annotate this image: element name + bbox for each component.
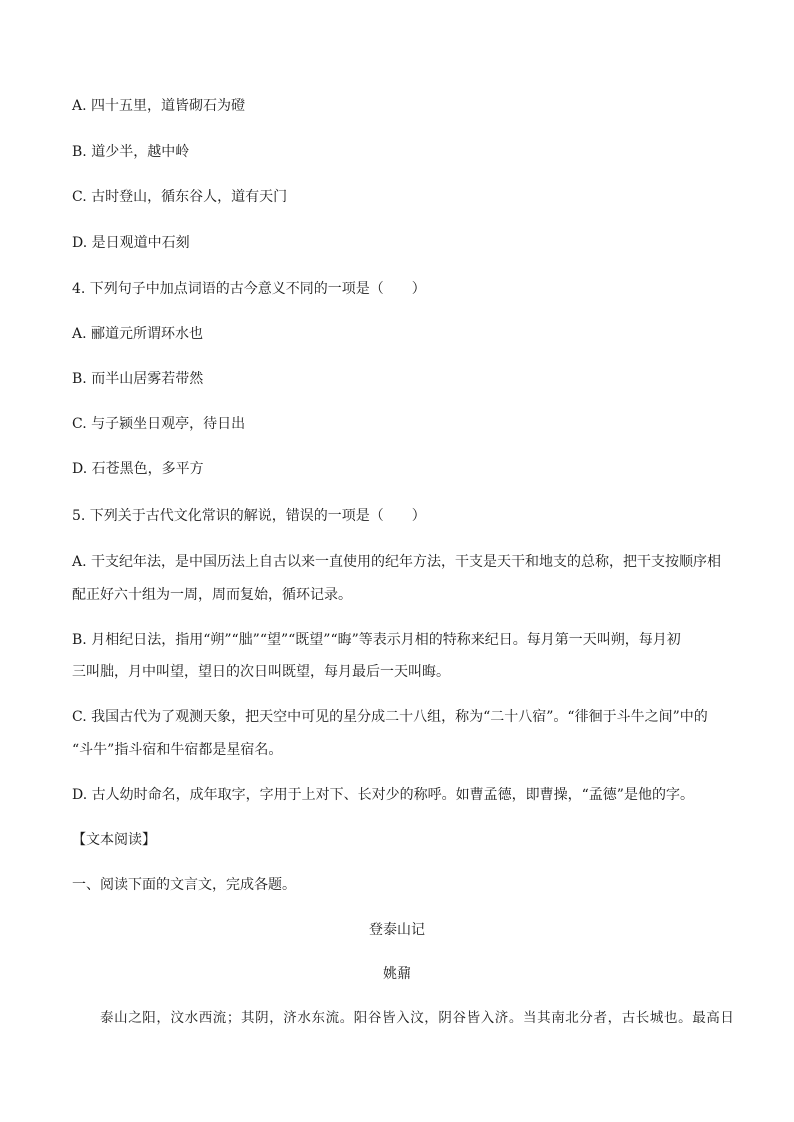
option-3a: A. 四十五里，道皆砌石为磴 — [72, 98, 246, 114]
option-5b-line1: B. 月相纪日法，指用“朔”“朏”“望”“既望”“晦”等表示月相的特称来纪日。每月第一天叫朔，每月初 — [72, 632, 681, 648]
reading-instruction: 一、阅读下面的文言文，完成各题。 — [72, 877, 296, 893]
passage-title: 登泰山记 — [369, 922, 425, 938]
passage-author: 姚鼐 — [383, 966, 411, 982]
option-3b: B. 道少半，越中岭 — [72, 144, 190, 160]
option-3c: C. 古时登山，循东谷人，道有天门 — [72, 189, 288, 205]
passage-first-line: 泰山之阳，汶水西流；其阴，济水东流。阳谷皆入汶，阴谷皆入济。当其南北分者，古长城也。最高日 — [100, 1010, 735, 1026]
option-5d: D. 古人幼时命名，成年取字，字用于上对下、长对少的称呼。如曹孟德，即曹操，“孟德”是他的字。 — [72, 787, 694, 803]
question-4: 4. 下列句子中加点词语的古今意义不同的一项是（ ） — [72, 281, 426, 297]
question-5: 5. 下列关于古代文化常识的解说，错误的一项是（ ） — [72, 508, 426, 524]
option-4a: A. 郦道元所谓环水也 — [72, 326, 204, 342]
option-5a-line1: A. 干支纪年法，是中国历法上自古以来一直使用的纪年方法，干支是天干和地支的总称，把干支按顺序相 — [72, 554, 722, 570]
option-5c-line1: C. 我国古代为了观测天象，把天空中可见的星分成二十八组，称为“二十八宿”。“徘徊于斗牛之间”中的 — [72, 709, 708, 725]
option-4b: B. 而半山居雾若带然 — [72, 371, 204, 387]
section-heading: 【文本阅读】 — [72, 832, 156, 848]
option-5b-line2: 三叫朏，月中叫望，望日的次日叫既望，每月最后一天叫晦。 — [72, 664, 450, 680]
option-5c-line2: “斗牛”指斗宿和牛宿都是星宿名。 — [72, 742, 283, 758]
option-5a-line2: 配正好六十组为一周，周而复始，循环记录。 — [72, 587, 352, 603]
option-3d: D. 是日观道中石刻 — [72, 235, 190, 251]
option-4d: D. 石苍黑色，多平方 — [72, 461, 204, 477]
option-4c: C. 与子颍坐日观亭，待日出 — [72, 416, 246, 432]
